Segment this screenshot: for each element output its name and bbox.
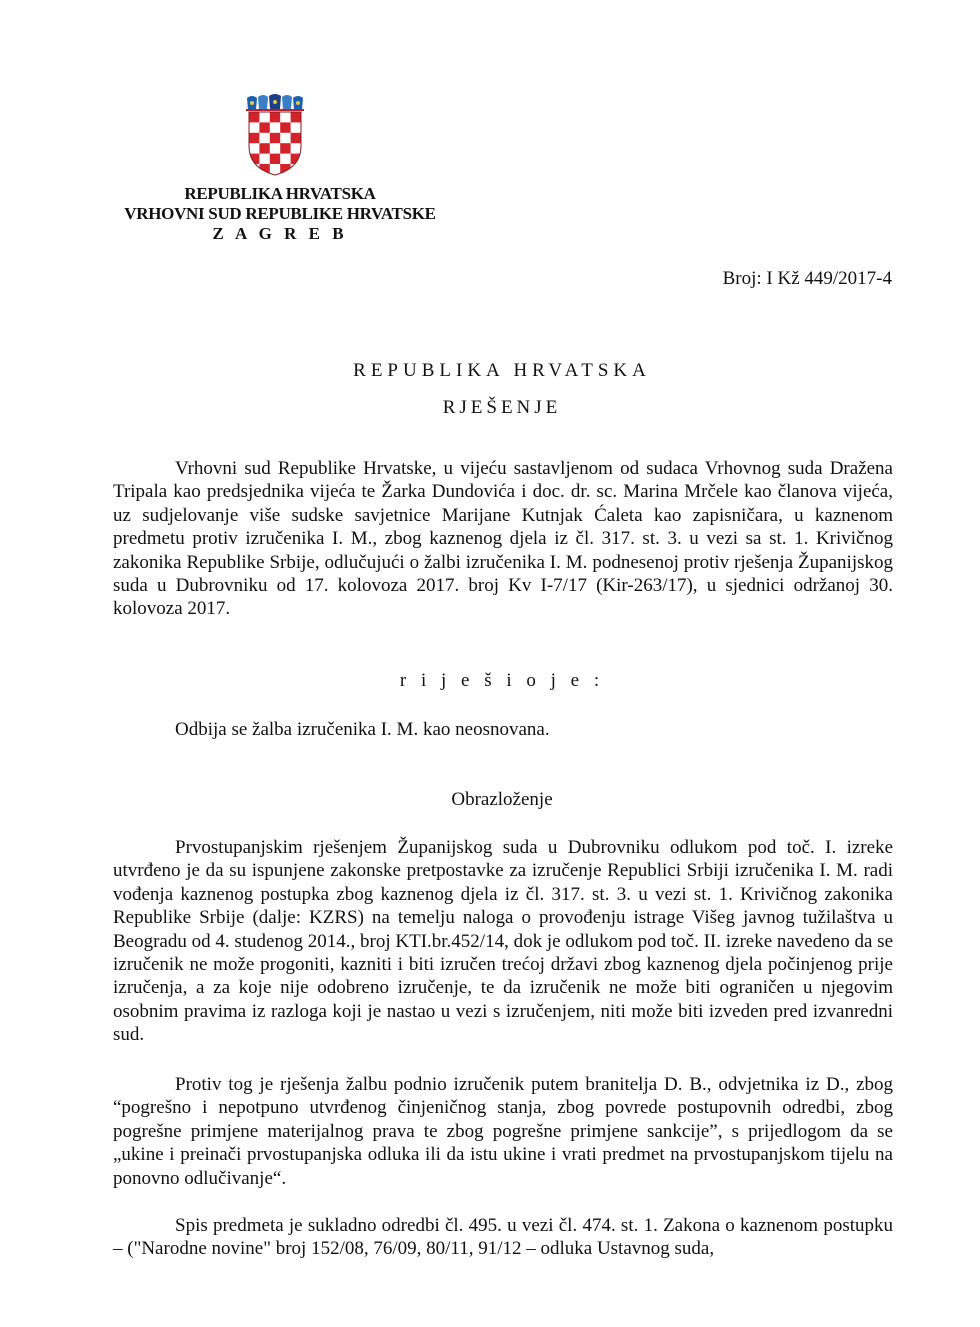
issuing-court-header	[100, 184, 460, 244]
document-title: REPUBLIKA HRVATSKA	[353, 360, 651, 381]
header-line-2: VRHOVNI SUD REPUBLIKE HRVATSKE	[124, 204, 436, 223]
croatian-coat-of-arms-icon	[244, 94, 306, 176]
decision-heading: r i j e š i o j e :	[399, 670, 605, 691]
header-line-1: REPUBLIKA HRVATSKA	[184, 184, 376, 203]
reasoning-paragraph-1: Prvostupanjskim rješenjem Županijskog suda u Dubrovniku odlukom pod toč. I. izreke utvrđeno je da su ispunjene zakonske pretpostavke za izručenje Republici Srbiji izručenika I. M. radi vođenja kaznenog postupka zbog kaznenog djela iz čl. 317. st. 3. u vezi st. 1. Krivičnog zakonika Republike Srbije (dalje: KZRS) na temelju naloga o provođenju istrage Višeg javnog tužilaštva u Beogradu od 4. studenog 2014., broj KTI.br.452/14, dok je odlukom pod toč. II. izreke navedeno da se izručenik ne može progoniti, kazniti i biti izručen trećoj državi zbog kaznenog djela počinjenog prije izručenja, a za koje nije odobreno izručenje, te da izručenik ne može biti ograničen u njegovim osobnim pravima iz razloga koji je nastao u vezi s izručenjem, niti može biti izveden pred izvanredni sud.	[113, 837, 893, 1046]
decision-paragraph: Odbija se žalba izručenika I. M. kao neosnovana.	[175, 719, 550, 740]
case-number: Broj: I Kž 449/2017-4	[722, 268, 892, 289]
reasoning-paragraph-3: Spis predmeta je sukladno odredbi čl. 495. u vezi čl. 474. st. 1. Zakona o kaznenom postupku – ("Narodne novine" broj 152/08, 76/09, 80/11, 91/12 – odluka Ustavnog suda,	[113, 1215, 893, 1260]
intro-paragraph: Vrhovni sud Republike Hrvatske, u vijeću sastavljenom od sudaca Vrhovnog suda Dražena Tripala kao predsjednika vijeća te Žarka Dundovića i doc. dr. sc. Marina Mrčele kao članova vijeća, uz sudjelovanje više sudske savjetnice Marijane Kutnjak Ćaleta kao zapisničara, u kaznenom predmetu protiv izručenika I. M., zbog kaznenog djela iz čl. 317. st. 3. u vezi sa st. 1. Krivičnog zakonika Republike Srbije, odlučujući o žalbi izručenika I. M. podnesenoj protiv rješenja Županijskog suda u Dubrovniku od 17. kolovoza 2017. broj Kv I-7/17 (Kir-263/17), u sjednici održanoj 30. kolovoza 2017.	[113, 458, 893, 620]
reasoning-heading: Obrazloženje	[451, 789, 553, 810]
document-subtitle: RJEŠENJE	[442, 397, 562, 418]
header-line-3: Z A G R E B	[212, 224, 348, 243]
reasoning-paragraph-2: Protiv tog je rješenja žalbu podnio izručenik putem branitelja D. B., odvjetnika iz D., zbog “pogrešno i nepotpuno utvrđenog činjeničnog stanja, zbog povrede postupovnih odredbi, zbog pogrešne primjene materijalnog prava te zbog pogrešne primjene sankcije”, s prijedlogom da se „ukine i preinači prvostupanjska odluka ili da istu ukine i vrati predmet na prvostupanjskom tijelu na ponovno odlučivanje“.	[113, 1074, 893, 1189]
